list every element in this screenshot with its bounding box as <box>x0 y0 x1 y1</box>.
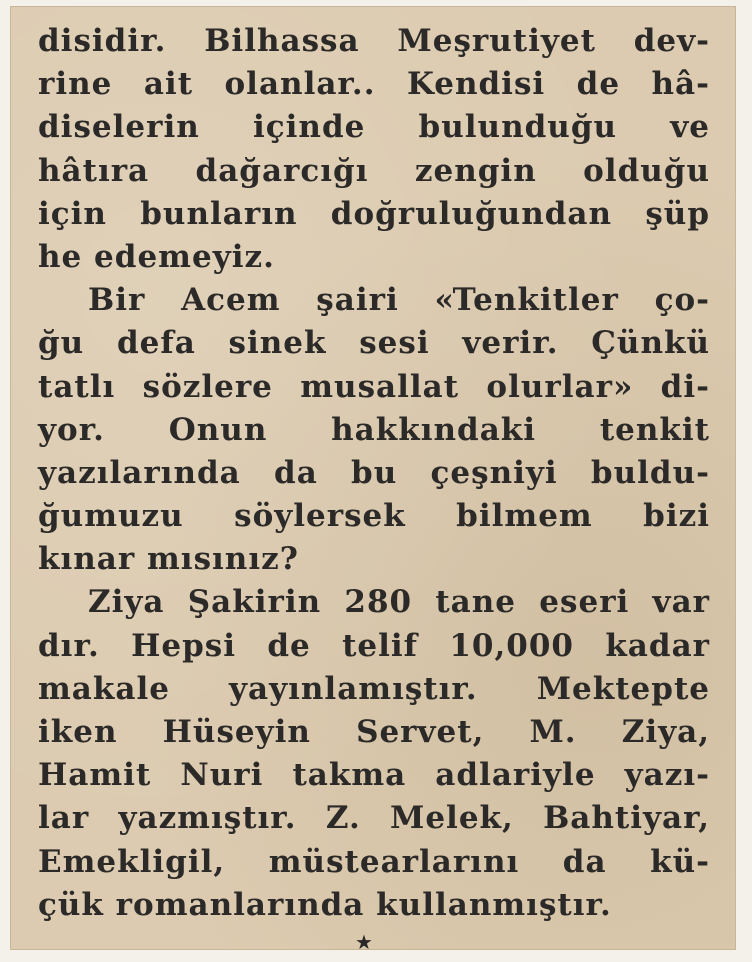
text-line: kınar mısınız? <box>38 541 299 578</box>
text-line: diselerin içinde bulunduğu ve <box>38 109 710 146</box>
text-line: ğu defa sinek sesi verir. Çünkü <box>38 325 710 362</box>
article-body <box>38 20 710 927</box>
text-line: lar yazmıştır. Z. Melek, Bahtiyar, <box>38 800 710 837</box>
text-line: iken Hüseyin Servet, M. Ziya, <box>38 714 710 750</box>
text-line: yor. Onun hakkındaki tenkit <box>38 411 710 448</box>
text-line: Bir Acem şairi «Tenkitler ço- <box>88 282 710 319</box>
text-line: için bunların doğruluğundan şüp <box>38 195 710 232</box>
text-line: dır. Hepsi de telif 10,000 kadar <box>38 627 710 664</box>
text-line: Emekligil, müstearlarını da kü- <box>38 843 710 880</box>
text-line: yazılarında da bu çeşniyi buldu- <box>38 454 710 491</box>
paragraph <box>38 581 710 927</box>
paragraph <box>38 279 710 581</box>
text-line: tatlı sözlere musallat olurlar» di- <box>38 368 710 405</box>
text-line: rine ait olanlar.. Kendisi de hâ- <box>38 66 710 103</box>
text-line: ğumuzu söylersek bilmem bizi <box>38 498 710 535</box>
text-line: he edemeyiz. <box>38 238 275 275</box>
paragraph <box>38 20 710 279</box>
text-line: Ziya Şakirin 280 tane eseri var <box>88 584 710 621</box>
text-line: hâtıra dağarcığı zengin olduğu <box>38 152 710 189</box>
text-line: Hamit Nuri takma adlariyle yazı- <box>38 757 710 794</box>
end-mark-star-icon: ★ <box>355 930 373 954</box>
newspaper-clipping <box>10 6 736 954</box>
text-line: disidir. Bilhassa Meşrutiyet dev- <box>38 23 710 59</box>
text-line: makale yayınlamıştır. Mektepte <box>38 670 710 707</box>
text-line: çük romanlarında kullanmıştır. <box>38 886 612 923</box>
